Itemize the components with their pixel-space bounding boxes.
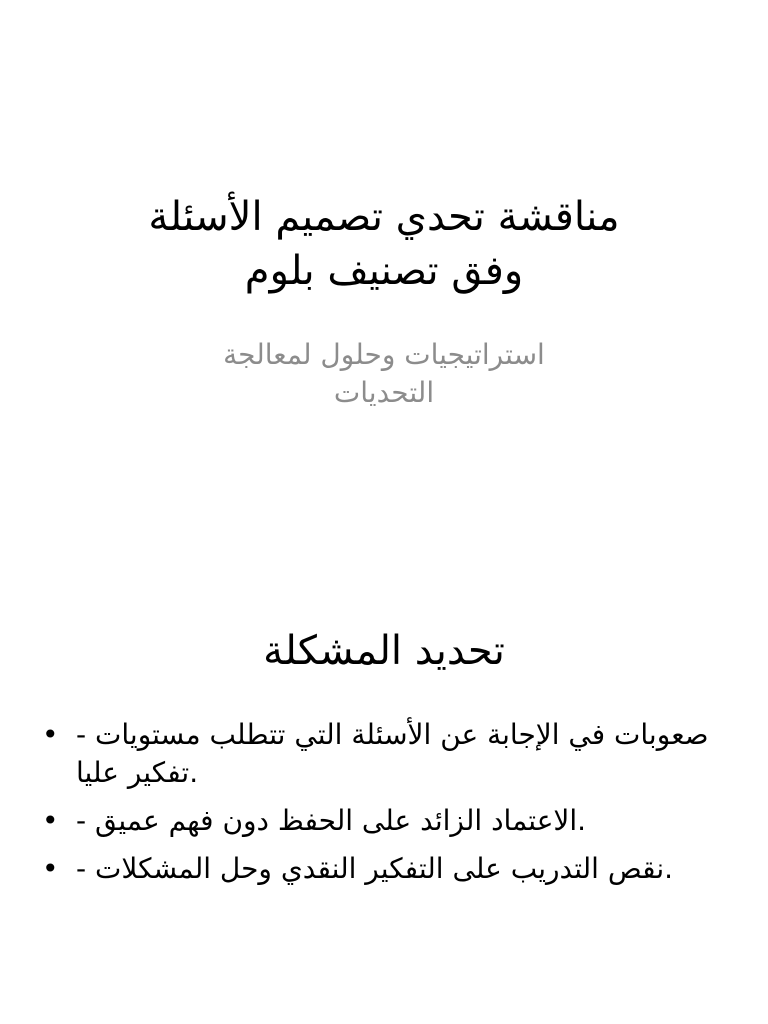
bullet-icon: • — [42, 718, 59, 751]
problem-slide — [0, 576, 768, 1024]
problem-bullet-list — [40, 716, 710, 898]
subtitle-line-1: استراتيجيات وحلول لمعالجة — [223, 338, 545, 371]
bullet-text: - صعوبات في الإجابة عن الأسئلة التي تتطلب مستويات تفكير عليا. — [76, 718, 709, 789]
bullet-item-2 — [40, 802, 710, 840]
subtitle-line-2: التحديات — [333, 376, 435, 409]
bullet-icon: • — [42, 804, 59, 837]
bullet-icon: • — [42, 852, 59, 885]
bullet-text: - نقص التدريب على التفكير النقدي وحل المشكلات. — [76, 852, 674, 885]
title-line-2: وفق تصنيف بلوم — [244, 248, 524, 294]
bullet-text: - الاعتماد الزائد على الحفظ دون فهم عميق. — [76, 804, 587, 837]
bullet-item-3 — [40, 850, 710, 888]
presentation-title — [60, 190, 708, 298]
bullet-item-1 — [40, 716, 710, 792]
section-title: تحديد المشكلة — [263, 628, 505, 674]
presentation-subtitle — [150, 336, 618, 412]
title-line-1: مناقشة تحدي تصميم الأسئلة — [148, 194, 620, 240]
